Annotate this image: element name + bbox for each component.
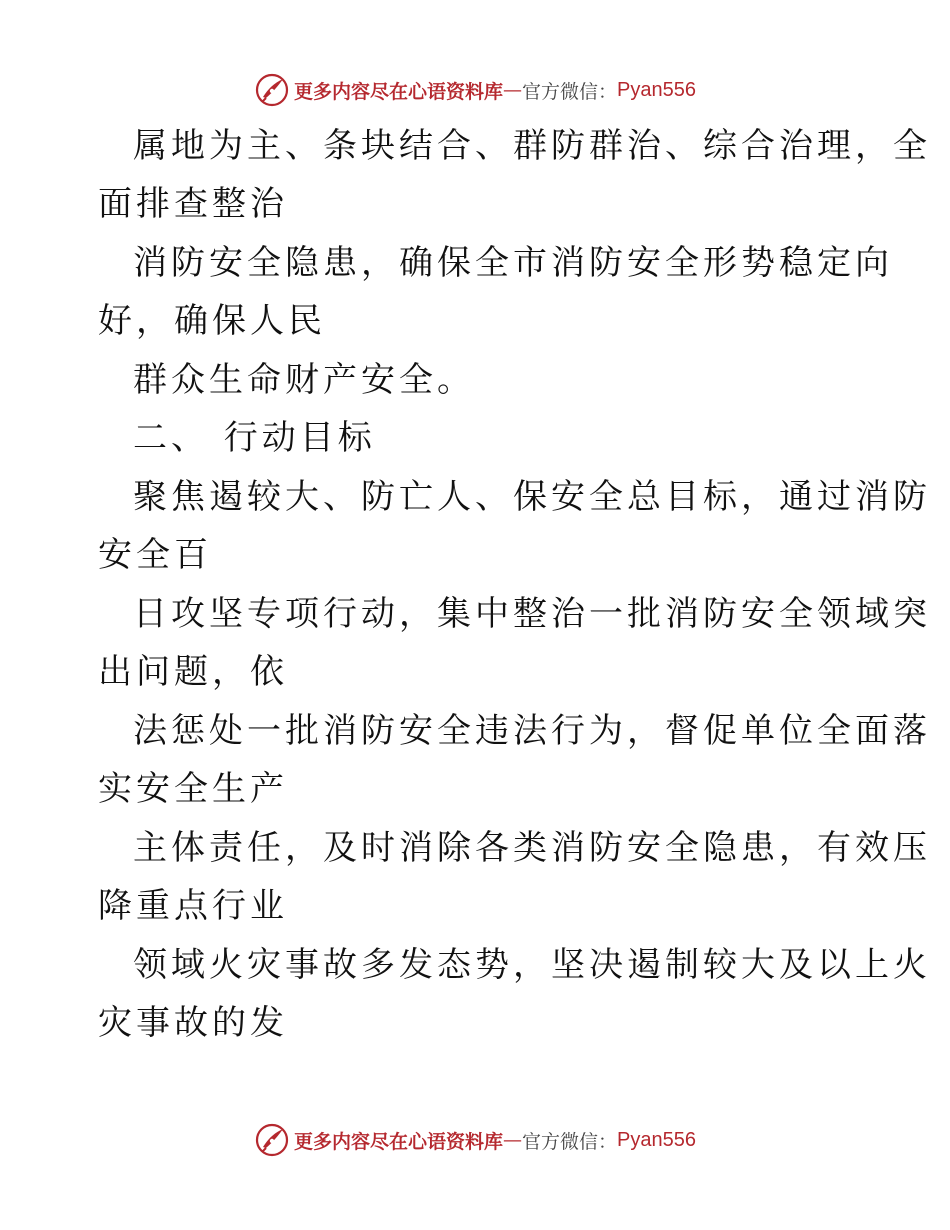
body-line: 灾事故的发 — [98, 1003, 288, 1043]
body-line: 面排查整治 — [98, 184, 288, 224]
body-line: 群众生命财产安全。 — [133, 360, 475, 400]
quill-pen-logo-icon — [254, 1122, 290, 1158]
body-line: 法惩处一批消防安全违法行为，督促单位全面落 — [133, 711, 931, 751]
body-line: 好，确保人民 — [98, 301, 326, 341]
body-line: 领域火灾事故多发态势，坚决遏制较大及以上火 — [133, 945, 931, 985]
body-line: 实安全生产 — [98, 769, 288, 809]
body-line: 主体责任，及时消除各类消防安全隐患，有效压 — [133, 828, 931, 868]
body-line: 出问题，依 — [98, 652, 288, 692]
body-line: 降重点行业 — [98, 886, 288, 926]
banner-main-text: 更多内容尽在心语资料库 — [294, 80, 504, 103]
body-line: 聚焦遏较大、防亡人、保安全总目标，通过消防 — [133, 477, 931, 517]
body-line: 消防安全隐患，确保全市消防安全形势稳定向 — [133, 243, 893, 283]
body-line: 属地为主、条块结合、群防群治、综合治理，全 — [133, 126, 931, 166]
banner-dash: — — [503, 1129, 523, 1151]
banner-official-label: 官方微信： — [522, 80, 618, 103]
body-line: 安全百 — [98, 535, 212, 575]
body-line: 日攻坚专项行动，集中整治一批消防安全领域突 — [133, 594, 931, 634]
footer-banner — [0, 1120, 950, 1160]
banner-main-text: 更多内容尽在心语资料库 — [294, 1130, 504, 1153]
section-heading: 二、 行动目标 — [133, 418, 376, 458]
banner-dash: — — [503, 79, 523, 101]
banner-wechat-id: Pyan556 — [617, 78, 696, 101]
banner-wechat-id: Pyan556 — [617, 1128, 696, 1151]
banner-official-label: 官方微信： — [522, 1130, 618, 1153]
